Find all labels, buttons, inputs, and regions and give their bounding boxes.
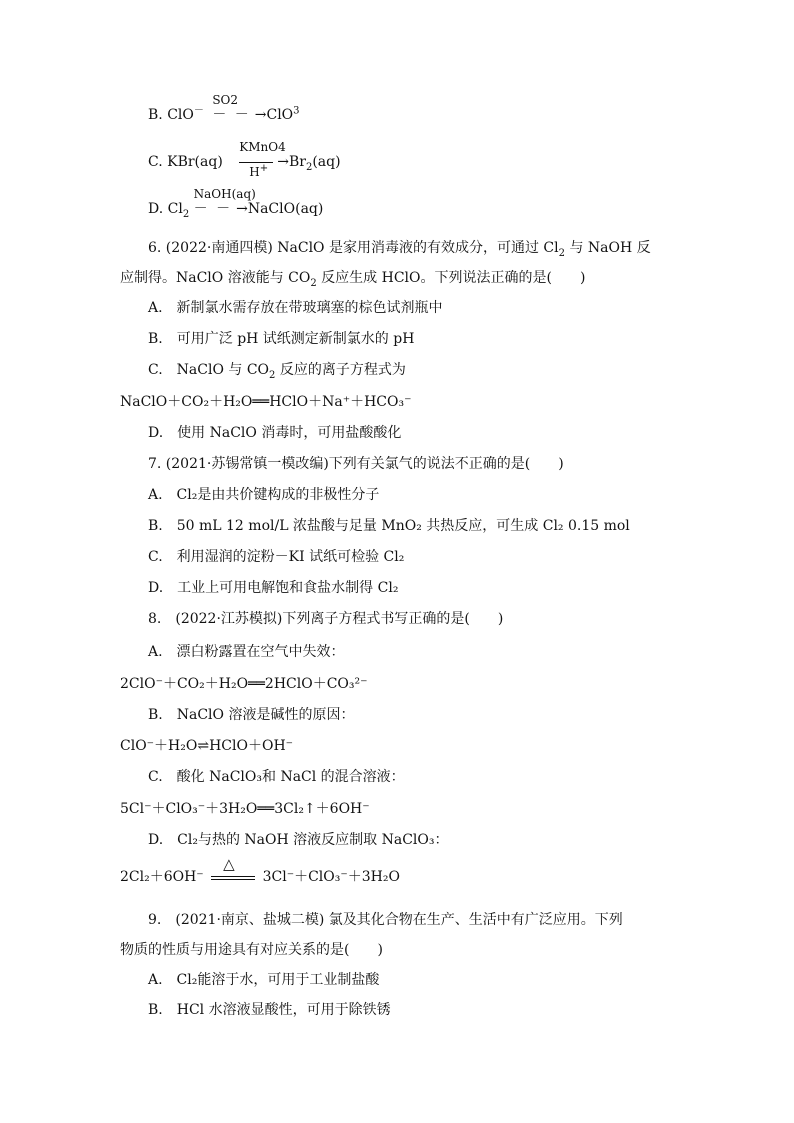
q7-stem: 7. (2021·苏锡常镇一模改编)下列有关氯气的说法不正确的是( ) (148, 456, 564, 472)
q7-option-d: D. 工业上可用电解饱和食盐水制得 Cl₂ (148, 580, 399, 596)
q6-option-c-text2: 反应的离子方程式为 (275, 362, 406, 378)
option-c-product: →Br (277, 154, 306, 170)
double-bar (211, 876, 255, 880)
q6-stem-text1: 6. (2022·南通四模) NaClO 是家用消毒液的有效成分，可通过 Cl (148, 240, 559, 256)
q6-equation: NaClO＋CO₂＋H₂O══HClO＋Na⁺＋HCO₃⁻ (120, 394, 412, 410)
q8-option-c: C. 酸化 NaClO₃和 NaCl 的混合溶液： (148, 769, 405, 785)
heat-condition-sign (211, 855, 255, 884)
q9-stem-line1: 9. (2021·南京、盐城二模) 氯及其化合物在生产、生活中有广泛应用。下列 (148, 912, 623, 928)
option-b-prev (148, 93, 300, 125)
sup-minus: － (193, 105, 204, 117)
arrow-condition: SO2 (212, 93, 239, 107)
q8-option-b-equation: ClO⁻＋H₂O⇌HClO＋OH⁻ (120, 738, 294, 754)
arrow-condition: NaOH(aq) (193, 187, 256, 201)
q8-option-c-equation: 5Cl⁻＋ClO₃⁻＋3H₂O══3Cl₂↑＋6OH⁻ (120, 801, 370, 817)
q8-option-d: D. Cl₂与热的 NaOH 溶液反应制取 NaClO₃： (148, 832, 449, 848)
arrow-dash: － － (212, 107, 251, 123)
q6-stem-line1: 6. (2022·南通四模) NaClO 是家用消毒液的有效成分，可通过 $Cl_2$ 与 NaOH 反 (148, 240, 651, 259)
q7-option-c: C. 利用湿润的淀粉－KI 试纸可检验 Cl₂ (148, 549, 405, 565)
q8-d-eq-right: 3Cl⁻＋ClO₃⁻＋3H₂O (262, 869, 400, 885)
q7-option-b: B. 50 mL 12 mol/L 浓盐酸与足量 MnO₂ 共热反应，可生成 Cl₂ 0.15 mol (148, 518, 630, 534)
delta-symbol: △ (223, 855, 235, 873)
reaction-arrow (212, 93, 251, 125)
reaction-arrow (239, 140, 286, 179)
arrow-under: H+ (249, 163, 269, 179)
option-d-prev: D. $Cl_2$ NaOH(aq) － － →NaClO(aq) (148, 199, 323, 219)
q6-option-a: A. 新制氯水需存放在带玻璃塞的棕色试剂瓶中 (148, 300, 443, 316)
q8-d-eq-left: 2Cl₂＋6OH⁻ (120, 869, 204, 885)
arrow-condition: KMnO4 (239, 140, 286, 154)
option-d-label: D. Cl (148, 201, 183, 217)
q8-option-a-equation: 2ClO⁻＋CO₂＋H₂O══2HClO＋CO₃²⁻ (120, 676, 368, 692)
q9-stem-line2: 物质的性质与用途具有对应关系的是( ) (120, 942, 383, 958)
arrow-under-text: H (249, 165, 260, 179)
q6-stem-line2: 应制得。NaClO 溶液能与 $CO_2$ 反应生成 HClO。下列说法正确的是( ) (120, 270, 586, 289)
q7-option-a: A. Cl₂是由共价键构成的非极性分子 (148, 487, 380, 503)
q6-option-c: C. NaClO 与 $CO_2$ 反应的离子方程式为 (148, 362, 406, 381)
q8-option-a: A. 漂白粉露置在空气中失效： (148, 644, 345, 660)
option-c-label: C. KBr(aq) (148, 154, 223, 170)
q6-option-b: B. 可用广泛 pH 试纸测定新制氯水的 pH (148, 331, 415, 347)
q8-stem: 8. (2022·江苏模拟)下列离子方程式书写正确的是( ) (148, 611, 504, 627)
q8-option-b: B. NaClO 溶液是碱性的原因： (148, 707, 355, 723)
q8-option-d-equation (120, 855, 400, 887)
q6-stem-text1b: 与 NaOH 反 (565, 240, 651, 256)
option-d-product: →NaClO(aq) (236, 201, 324, 217)
q9-option-b: B. HCl 水溶液显酸性，可用于除铁锈 (148, 1002, 391, 1018)
q9-option-a: A. Cl₂能溶于水，可用于工业制盐酸 (148, 972, 380, 988)
option-c-prev: C. KBr(aq) KMnO4 H+ $\to Br_2(aq)$ (148, 152, 341, 172)
option-b-label: B. ClO (148, 107, 194, 123)
option-b-product: →ClO (254, 107, 294, 123)
option-c-state: (aq) (312, 154, 341, 170)
q6-stem-text2: 应制得。NaClO 溶液能与 CO (120, 270, 311, 286)
sup-charge: 3 (293, 105, 300, 117)
q6-stem-text2b: 反应生成 HClO。下列说法正确的是( ) (316, 270, 586, 286)
q6-option-d: D. 使用 NaClO 消毒时，可用盐酸酸化 (148, 425, 402, 441)
reaction-arrow (193, 187, 256, 219)
arrow-dash: － － (193, 201, 233, 217)
q6-option-c-text1: C. NaClO 与 CO (148, 362, 270, 378)
